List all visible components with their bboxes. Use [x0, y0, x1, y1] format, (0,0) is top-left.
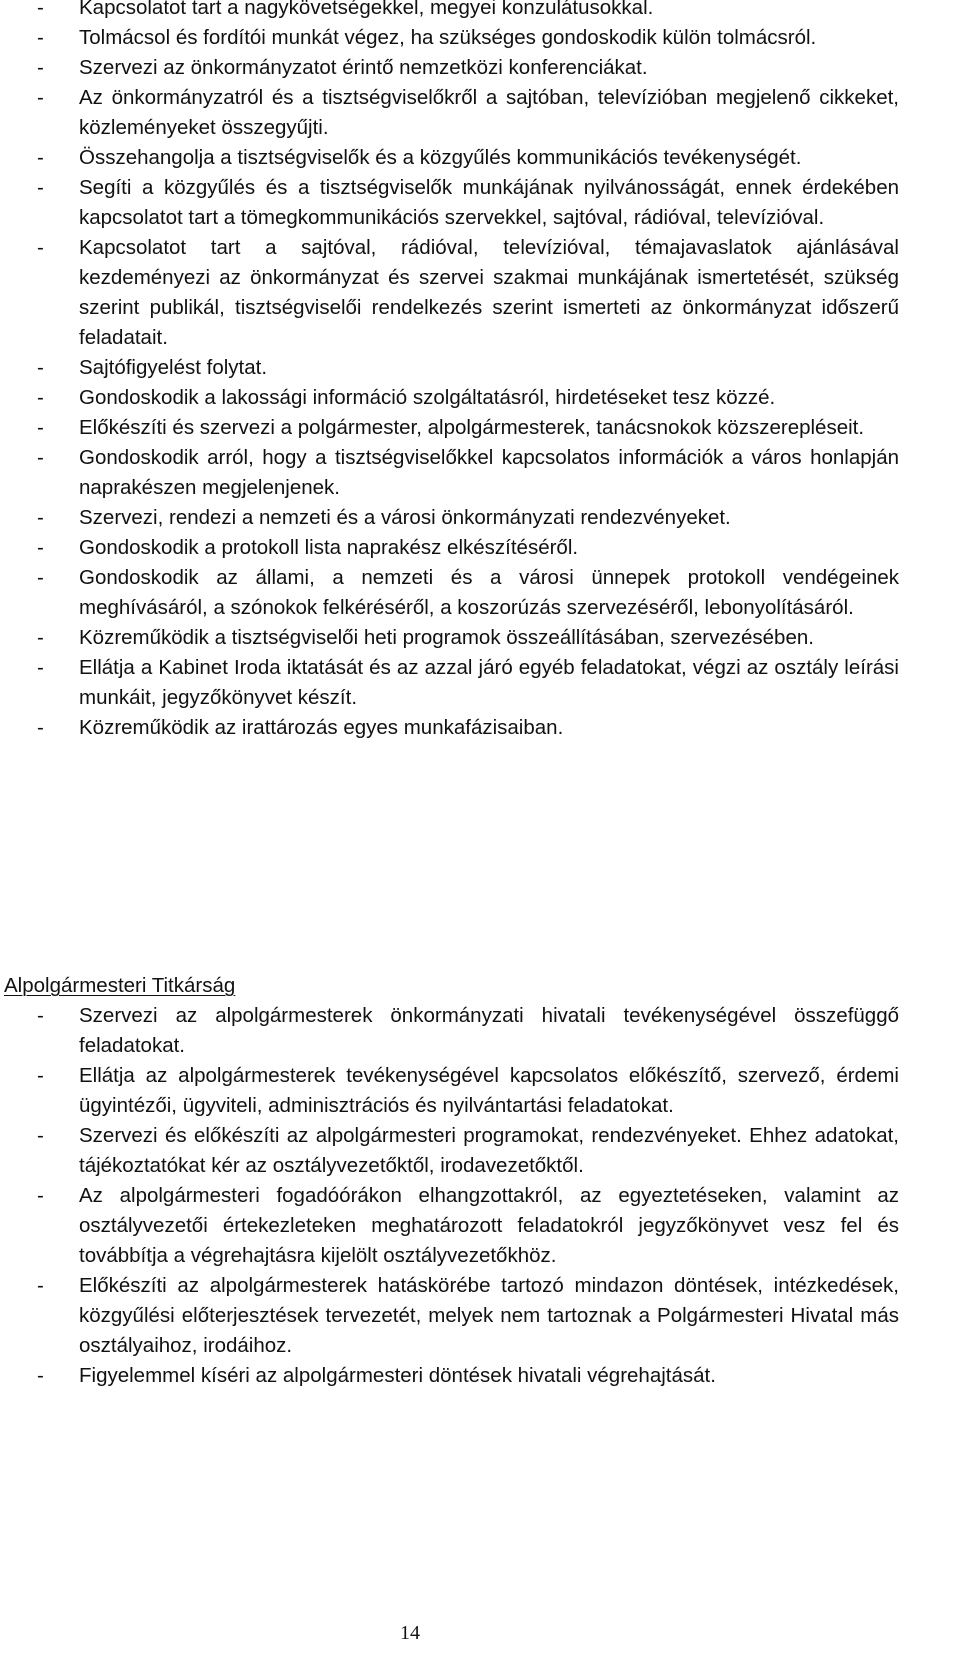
list-item: - Ellátja a Kabinet Iroda iktatását és az azzal járó egyéb feladatokat, végzi az osztály leírási munkáit, jegyzőkönyvet készít. — [37, 653, 899, 713]
list-item: - Kapcsolatot tart a sajtóval, rádióval, televízióval, témajavaslatok ajánlásával kezdeményezi az önkormányzat és szervei szakmai munkájának ismertetését, szükség szerint publikál, tisztségviselői rendelkezés szerint ismerteti az önkormányzat időszerű feladatait. — [37, 233, 899, 353]
list-item: - Közreműködik a tisztségviselői heti programok összeállításában, szervezésében. — [37, 623, 899, 653]
task-list-alpolgarmesteri — [37, 1001, 899, 1391]
page-number: 14 — [400, 1622, 420, 1644]
list-item: - Közreműködik az irattározás egyes munkafázisaiban. — [37, 713, 899, 743]
list-item: - Gondoskodik a lakossági információ szolgáltatásról, hirdetéseket tesz közzé. — [37, 383, 899, 413]
list-item: - Ellátja az alpolgármesterek tevékenységével kapcsolatos előkészítő, szervező, érdemi ügyintézői, ügyviteli, adminisztrációs és nyilvántartási feladatokat. — [37, 1061, 899, 1121]
list-item: - Szervezi és előkészíti az alpolgármesteri programokat, rendezvényeket. Ehhez adatokat, tájékoztatókat kér az osztályvezetőktől, irodavezetőktől. — [37, 1121, 899, 1181]
list-item: - Szervezi az önkormányzatot érintő nemzetközi konferenciákat. — [37, 53, 899, 83]
list-item: - Kapcsolatot tart a nagykövetségekkel, megyei konzulátusokkal. — [37, 0, 899, 23]
list-item: - Előkészíti és szervezi a polgármester, alpolgármesterek, tanácsnokok közszerepléseit. — [37, 413, 899, 443]
list-item: - Előkészíti az alpolgármesterek hatáskörébe tartozó mindazon döntések, intézkedések, közgyűlési előterjesztések tervezetét, melyek nem tartoznak a Polgármesteri Hivatal más osztályaihoz, irodáihoz. — [37, 1271, 899, 1361]
list-item: - Gondoskodik az állami, a nemzeti és a városi ünnepek protokoll vendégeinek meghívásáról, a szónokok felkéréséről, a koszorúzás szervezéséről, lebonyolításáról. — [37, 563, 899, 623]
list-item: - Figyelemmel kíséri az alpolgármesteri döntések hivatali végrehajtását. — [37, 1361, 899, 1391]
list-item: - Szervezi az alpolgármesterek önkormányzati hivatali tevékenységével összefüggő feladatokat. — [37, 1001, 899, 1061]
list-item: - Gondoskodik a protokoll lista naprakész elkészítéséről. — [37, 533, 899, 563]
list-item: - Tolmácsol és fordítói munkát végez, ha szükséges gondoskodik külön tolmácsról. — [37, 23, 899, 53]
list-item: - Segíti a közgyűlés és a tisztségviselők munkájának nyilvánosságát, ennek érdekében kapcsolatot tart a tömegkommunikációs szervekkel, sajtóval, rádióval, televízióval. — [37, 173, 899, 233]
list-item: - Az önkormányzatról és a tisztségviselőkről a sajtóban, televízióban megjelenő cikkeket, közleményeket összegyűjti. — [37, 83, 899, 143]
task-list-kabinet — [37, 0, 899, 743]
list-item: - Sajtófigyelést folytat. — [37, 353, 899, 383]
list-item: - Gondoskodik arról, hogy a tisztségviselőkkel kapcsolatos információk a város honlapján naprakészen megjelenjenek. — [37, 443, 899, 503]
list-item: - Összehangolja a tisztségviselők és a közgyűlés kommunikációs tevékenységét. — [37, 143, 899, 173]
list-item: - Szervezi, rendezi a nemzeti és a városi önkormányzati rendezvényeket. — [37, 503, 899, 533]
section-heading: Alpolgármesteri Titkárság — [4, 974, 236, 997]
list-item: - Az alpolgármesteri fogadóórákon elhangzottakról, az egyeztetéseken, valamint az osztályvezetői értekezleteken meghatározott feladatokról jegyzőkönyvet vesz fel és továbbítja a végrehajtásra kijelölt osztályvezetőkhöz. — [37, 1181, 899, 1271]
